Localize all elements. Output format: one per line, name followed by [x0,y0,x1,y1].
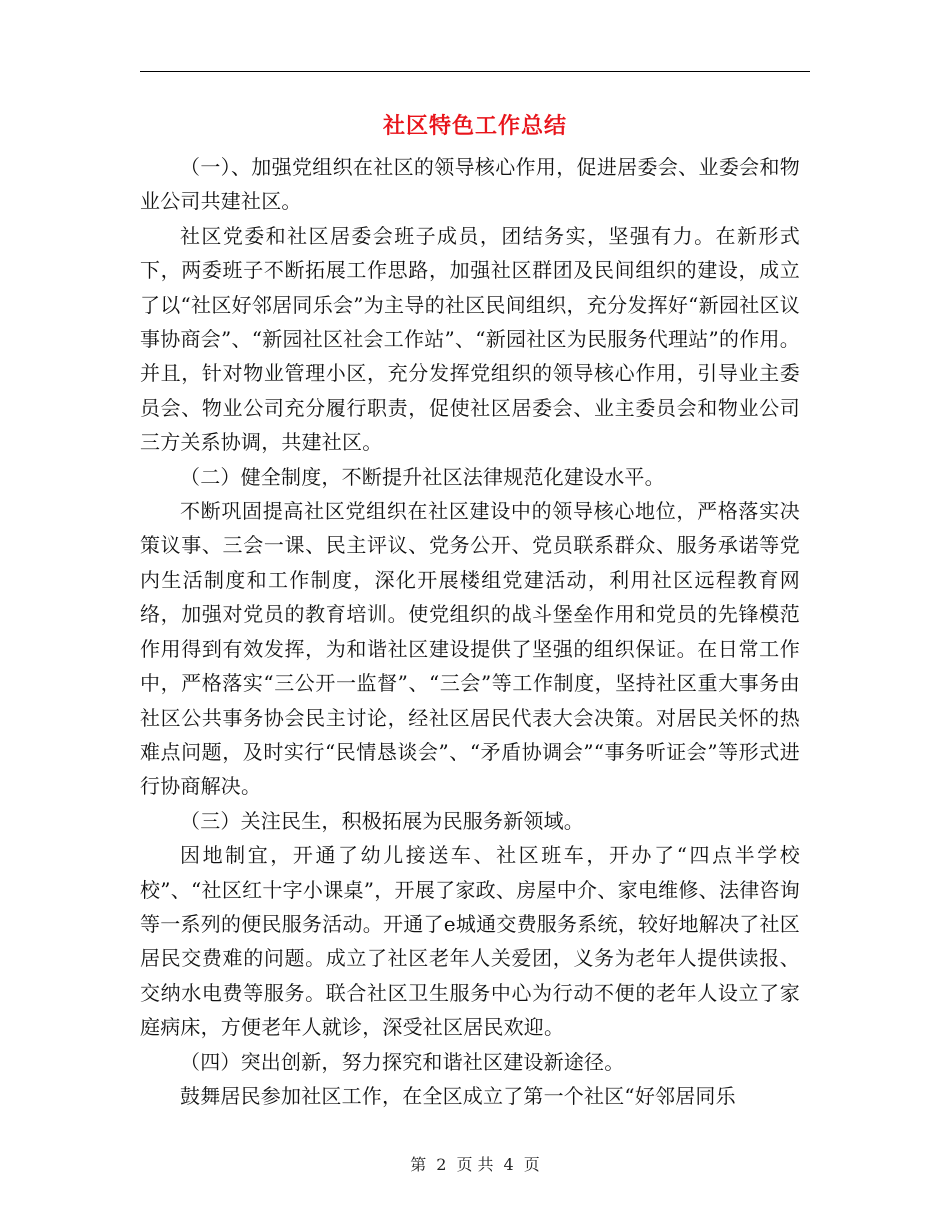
footer-middle: 页 共 [456,1155,494,1174]
page-footer [0,1153,950,1177]
footer-suffix: 页 [523,1155,540,1174]
section-heading-3: （三）关注民生，积极拓展为民服务新领域。 [180,808,584,833]
footer-total-pages: 4 [503,1155,514,1174]
paragraph-2: 不断巩固提高社区党组织在社区建设中的领导核心地位，严格落实决策议事、三会一课、民主评议、党务公开、党员联系群众、服务承诺等党内生活制度和工作制度，深化开展楼组党建活动，利用社区远程教育网络，加强对党员的教育培训。使党组织的战斗堡垒作用和党员的先锋模范作用得到有效发挥，为和谐社区建设提供了坚强的组织保证。在日常工作中，严格落实“三公开一监督”、“三会”等工作制度，坚持社区重大事务由社区公共事务协会民主讨论，经社区居民代表大会决策。对居民关怀的热难点问题，及时实行“民情恳谈会”、“矛盾协调会”“事务听证会”等形式进行协商解决。 [140,499,800,799]
paragraph-4: 鼓舞居民参加社区工作，在全区成立了第一个社区“好邻居同乐 [180,1083,736,1108]
header-rule [140,71,810,72]
document-title: 社区特色工作总结 [382,113,567,139]
footer-prefix: 第 [410,1155,427,1174]
footer-page-number: 2 [436,1155,447,1174]
section-heading-2: （二）健全制度，不断提升社区法律规范化建设水平。 [180,464,665,489]
paragraph-1: 社区党委和社区居委会班子成员，团结务实，坚强有力。在新形式下，两委班子不断拓展工作思路，加强社区群团及民间组织的建设，成立了以“社区好邻居同乐会”为主导的社区民间组织，充分发挥好“新园社区议事协商会”、“新园社区社会工作站”、“新园社区为民服务代理站”的作用。并且，针对物业管理小区，充分发挥党组织的领导核心作用，引导业主委员会、物业公司充分履行职责，促使社区居委会、业主委员会和物业公司三方关系协调，共建社区。 [140,223,800,455]
section-heading-1: （一）、加强党组织在社区的领导核心作用，促进居委会、业委会和物业公司共建社区。 [140,155,800,214]
paragraph-3: 因地制宜，开通了幼儿接送车、社区班车，开办了“四点半学校校”、“社区红十字小课桌”，开展了家政、房屋中介、家电维修、法律咨询等一系列的便民服务活动。开通了e城通交费服务系统，较好地解决了社区居民交费难的问题。成立了社区老年人关爱团，义务为老年人提供读报、交纳水电费等服务。联合社区卫生服务中心为行动不便的老年人设立了家庭病床，方便老年人就诊，深受社区居民欢迎。 [140,843,800,1040]
document-body [140,150,800,1113]
section-heading-4: （四）突出创新，努力探究和谐社区建设新途径。 [180,1049,625,1074]
